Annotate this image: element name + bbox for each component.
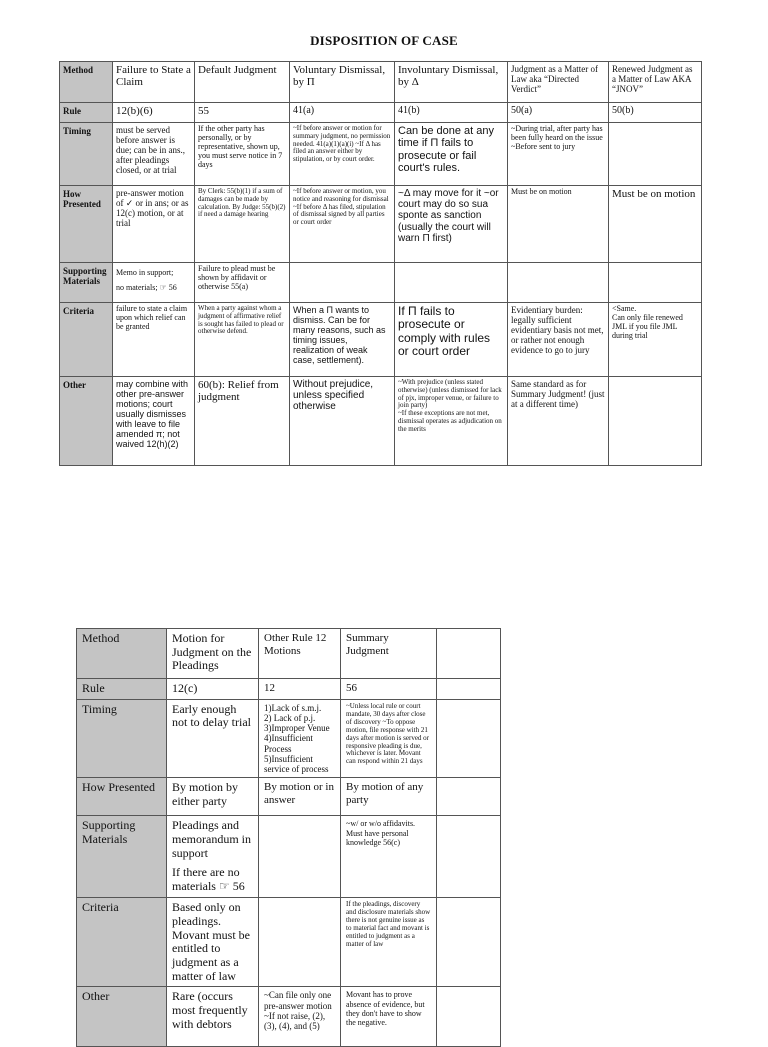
table-cell (437, 679, 501, 700)
table-cell: When a party against whom a judgment of affirmative relief is sought has failed to plead or otherwise defend. (195, 303, 290, 377)
table-row-supporting (60, 263, 702, 303)
header-cell: Failure to State a Claim (113, 62, 195, 103)
table-cell: Must be on motion (609, 186, 702, 263)
table-row-criteria (60, 303, 702, 377)
row-label: Rule (77, 679, 167, 700)
table-cell: ~Δ may move for it ~or court may do so sua sponte as sanction (usually the court will warn Π first) (395, 186, 508, 263)
row-label: Rule (60, 103, 113, 123)
table-cell: By motion by either party (167, 778, 259, 816)
table-row-how-presented (60, 186, 702, 263)
row-label: Supporting Materials (77, 816, 167, 898)
table-cell: If the pleadings, discovery and disclosure materials show there is not genuine issue as to material fact and movant is entitled to judgment as a matter of law (341, 898, 437, 987)
header-cell: Voluntary Dismissal, by Π (290, 62, 395, 103)
table-row-timing (77, 699, 501, 778)
table-cell: If the other party has personally, or by representative, shown up, you must serve notice in 7 days (195, 123, 290, 186)
table-cell: 50(a) (508, 103, 609, 123)
page-title: DISPOSITION OF CASE (310, 33, 458, 48)
table-cell: 55 (195, 103, 290, 123)
cell-line: If there are no materials ☞ 56 (172, 865, 245, 894)
table-cell: Evidentiary burden: legally sufficient evidentiary basis not met, or rather not enough evidence to go to jury (508, 303, 609, 377)
header-cell: Motion for Judgment on the Pleadings (167, 629, 259, 679)
table-cell: may combine with other pre-answer motions; court usually dismisses with leave to file amended π; not waived 12(h)(2) (113, 377, 195, 466)
table-cell: When a Π wants to dismiss. Can be for many reasons, such as timing issues, realization of weak case, settlement). (290, 303, 395, 377)
header-cell: Default Judgment (195, 62, 290, 103)
table-cell: ~If before answer or motion for summary judgment, no permission needed. 41(a)(1)(a)(i) ~If Δ has filed an answer either by stipulation, or by court order. (290, 123, 395, 186)
table-cell: ~If before answer or motion, you notice and reasoning for dismissal ~If before Δ has filed, stipulation of dismissal signed by all parties or court order (290, 186, 395, 263)
table-cell: failure to state a claim upon which relief can be granted (113, 303, 195, 377)
row-label: Criteria (60, 303, 113, 377)
table-row-timing (60, 123, 702, 186)
table-row-other (60, 377, 702, 466)
row-label: Other (77, 987, 167, 1047)
cell-line: Pleadings and memorandum in support (172, 818, 251, 860)
row-label: How Presented (60, 186, 113, 263)
table-cell: If Π fails to prosecute or comply with rules or court order (395, 303, 508, 377)
row-label: Supporting Materials (60, 263, 113, 303)
table-cell (259, 898, 341, 987)
table-cell: ~Unless local rule or court mandate, 30 days after close of discovery ~To oppose motion, file response with 21 days after motion is served or responsive pleading is due, whichever is later. Movant can respond within 21 days (341, 699, 437, 778)
table-cell (437, 816, 501, 898)
table-cell: 50(b) (609, 103, 702, 123)
table-cell: 12(c) (167, 679, 259, 700)
table-cell: Can be done at any time if Π fails to prosecute or fail court's rules. (395, 123, 508, 186)
table-cell: By motion of any party (341, 778, 437, 816)
table-cell: 60(b): Relief from judgment (195, 377, 290, 466)
table-cell: <Same. Can only file renewed JML if you file JML during trial (609, 303, 702, 377)
table-cell: Movant has to prove absence of evidence, but they don't have to show the negative. (341, 987, 437, 1047)
disposition-table-2 (76, 628, 501, 1047)
header-cell-method: Method (60, 62, 113, 103)
header-cell: Involuntary Dismissal, by Δ (395, 62, 508, 103)
table-cell: 41(b) (395, 103, 508, 123)
table-cell: By Clerk: 55(b)(1) if a sum of damages can be made by calculation. By Judge: 55(b)(2) if need a damage hearing (195, 186, 290, 263)
table-row-other (77, 987, 501, 1047)
table-cell: Based only on pleadings. Movant must be entitled to judgment as a matter of law (167, 898, 259, 987)
table-cell (259, 816, 341, 898)
table-row-rule (60, 103, 702, 123)
table-cell (609, 123, 702, 186)
table-cell (609, 377, 702, 466)
table-cell: ~With prejudice (unless stated otherwise) (unless dismissed for lack of pjx, improper venue, or failure to join party) ~If these exceptions are not met, dismissal operates as adjudication on the merits (395, 377, 508, 466)
table-cell (508, 263, 609, 303)
table-cell: 56 (341, 679, 437, 700)
table-cell: 12 (259, 679, 341, 700)
table-cell: Early enough not to delay trial (167, 699, 259, 778)
table-cell: Must be on motion (508, 186, 609, 263)
disposition-table-1 (59, 61, 702, 466)
row-label: How Presented (77, 778, 167, 816)
table-cell: ~Can file only one pre-answer motion ~If not raise, (2), (3), (4), and (5) (259, 987, 341, 1047)
table-row-header (60, 62, 702, 103)
table-cell: Failure to plead must be shown by affidavit or otherwise 55(a) (195, 263, 290, 303)
table-cell: 1)Lack of s.m.j. 2) Lack of p.j. 3)Improper Venue 4)Insufficient Process 5)Insufficient service of process (259, 699, 341, 778)
header-cell: Judgment as a Matter of Law aka “Directed Verdict” (508, 62, 609, 103)
table-cell (609, 263, 702, 303)
table-cell: must be served before answer is due; can be in ans., after pleadings closed, or at trial (113, 123, 195, 186)
table-row-supporting (77, 816, 501, 898)
header-cell (437, 629, 501, 679)
table-cell (437, 898, 501, 987)
table-cell: 41(a) (290, 103, 395, 123)
table-cell: By motion or in answer (259, 778, 341, 816)
table-row-criteria (77, 898, 501, 987)
header-cell-method: Method (77, 629, 167, 679)
table-cell (437, 699, 501, 778)
table-cell (167, 816, 259, 898)
table-row-rule (77, 679, 501, 700)
header-cell: Renewed Judgment as a Matter of Law AKA “JNOV” (609, 62, 702, 103)
header-cell: Other Rule 12 Motions (259, 629, 341, 679)
table-cell (395, 263, 508, 303)
table-cell: Rare (occurs most frequently with debtors (167, 987, 259, 1047)
table-cell (437, 778, 501, 816)
table-cell: Same standard as for Summary Judgment! (just at a different time) (508, 377, 609, 466)
table-cell: ~During trial, after party has been fully heard on the issue ~Before sent to jury (508, 123, 609, 186)
table-cell: Without prejudice, unless specified otherwise (290, 377, 395, 466)
row-label: Criteria (77, 898, 167, 987)
table-cell (437, 987, 501, 1047)
table-cell: 12(b)(6) (113, 103, 195, 123)
header-cell: Summary Judgment (341, 629, 437, 679)
table-cell: ~w/ or w/o affidavits. Must have personal knowledge 56(c) (341, 816, 437, 898)
row-label: Timing (60, 123, 113, 186)
table-row-header (77, 629, 501, 679)
row-label: Other (60, 377, 113, 466)
table-cell (290, 263, 395, 303)
table-cell: pre-answer motion of ✓ or in ans; or as 12(c) motion, or at trial (113, 186, 195, 263)
table-row-how-presented (77, 778, 501, 816)
table-cell: Memo in support; no materials; ☞ 56 (113, 263, 195, 303)
row-label: Timing (77, 699, 167, 778)
